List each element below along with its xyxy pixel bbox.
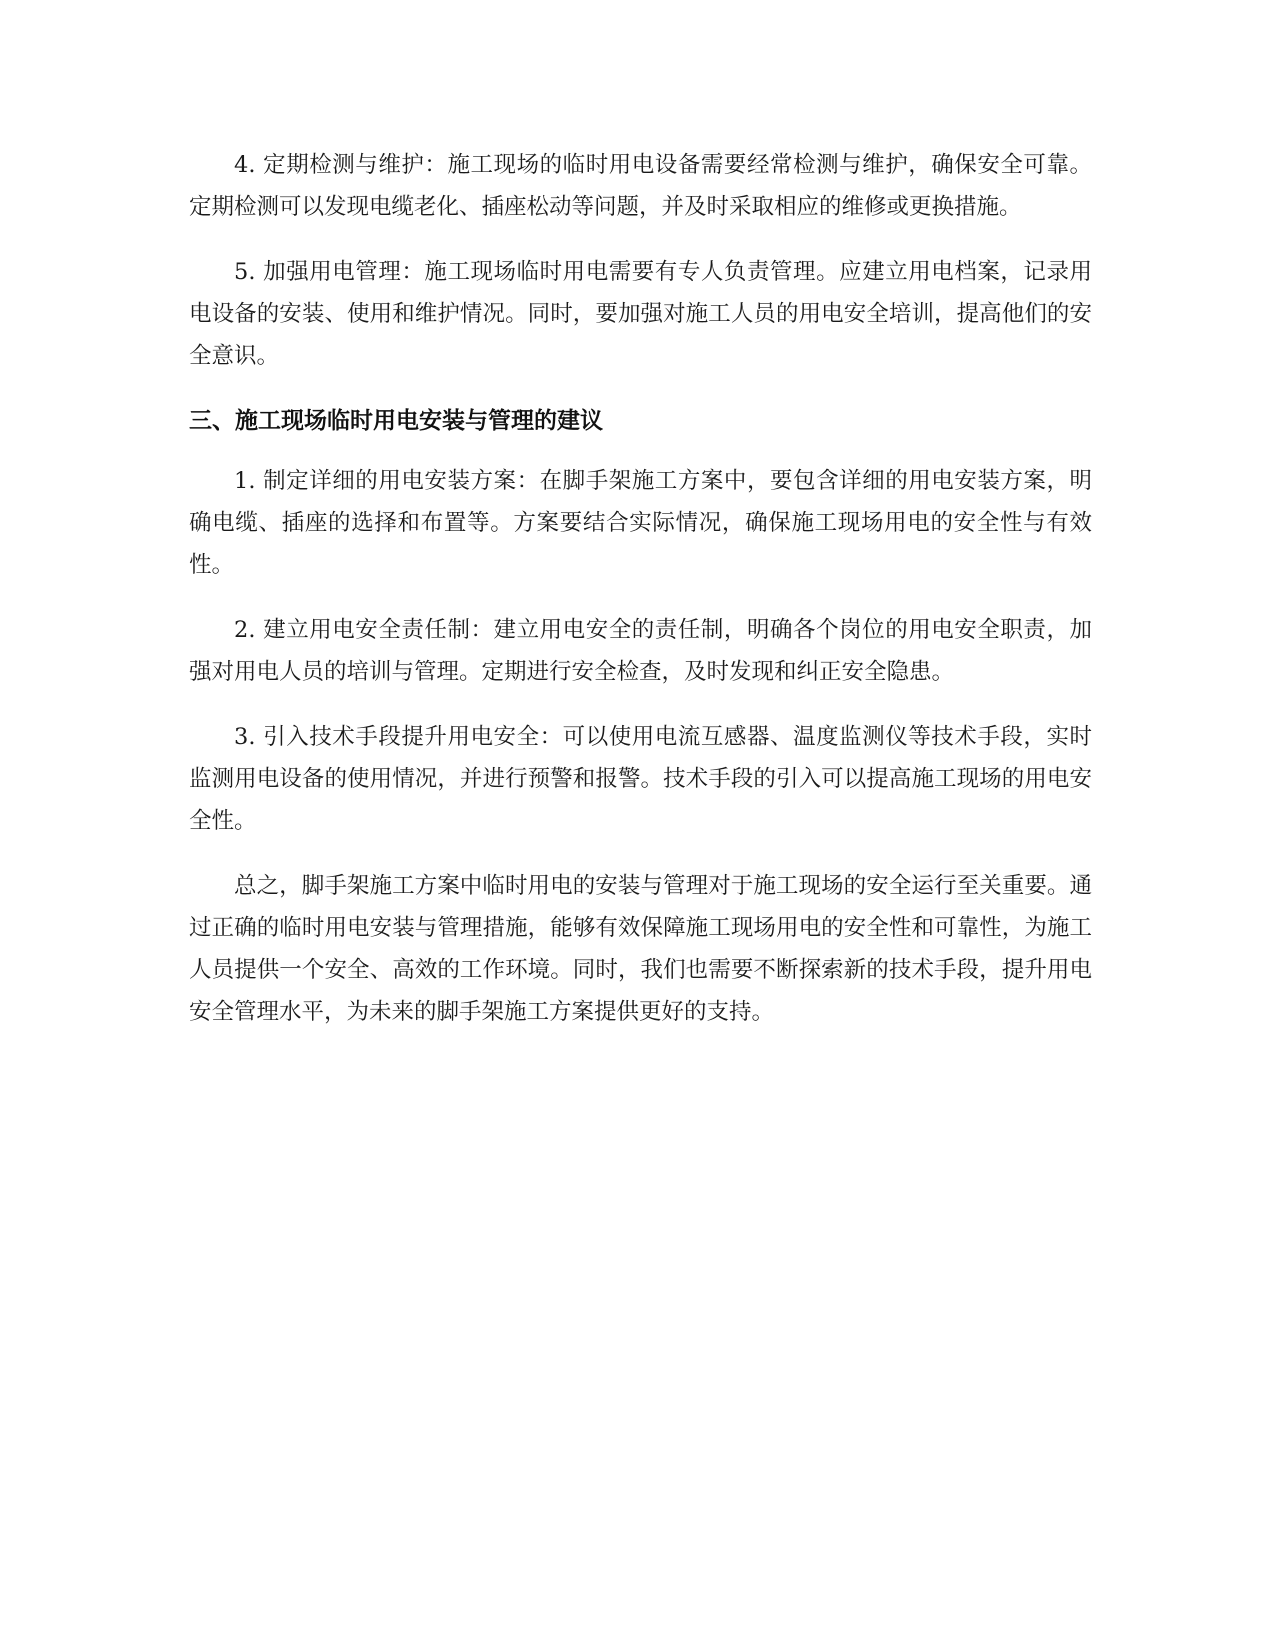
paragraph-item-4: 4. 定期检测与维护：施工现场的临时用电设备需要经常检测与维护，确保安全可靠。定期检测可以发现电缆老化、插座松动等问题，并及时采取相应的维修或更换措施。 [189, 152, 1092, 220]
recommendation-item-3: 3. 引入技术手段提升用电安全：可以使用电流互感器、温度监测仪等技术手段，实时监测用电设备的使用情况，并进行预警和报警。技术手段的引入可以提高施工现场的用电安全性。 [189, 724, 1092, 834]
conclusion-paragraph: 总之，脚手架施工方案中临时用电的安装与管理对于施工现场的安全运行至关重要。通过正确的临时用电安装与管理措施，能够有效保障施工现场用电的安全性和可靠性，为施工人员提供一个安全、高效的工作环境。同时，我们也需要不断探索新的技术手段，提升用电安全管理水平，为未来的脚手架施工方案提供更好的支持。 [189, 873, 1092, 1025]
paragraph-item-5: 5. 加强用电管理：施工现场临时用电需要有专人负责管理。应建立用电档案，记录用电设备的安装、使用和维护情况。同时，要加强对施工人员的用电安全培训，提高他们的安全意识。 [189, 259, 1092, 369]
recommendation-item-2: 2. 建立用电安全责任制：建立用电安全的责任制，明确各个岗位的用电安全职责，加强对用电人员的培训与管理。定期进行安全检查，及时发现和纠正安全隐患。 [189, 617, 1092, 685]
document-body [189, 144, 1092, 1056]
recommendation-item-1: 1. 制定详细的用电安装方案：在脚手架施工方案中，要包含详细的用电安装方案，明确电缆、插座的选择和布置等。方案要结合实际情况，确保施工现场用电的安全性与有效性。 [189, 468, 1092, 578]
section-heading: 三、施工现场临时用电安装与管理的建议 [189, 408, 603, 434]
